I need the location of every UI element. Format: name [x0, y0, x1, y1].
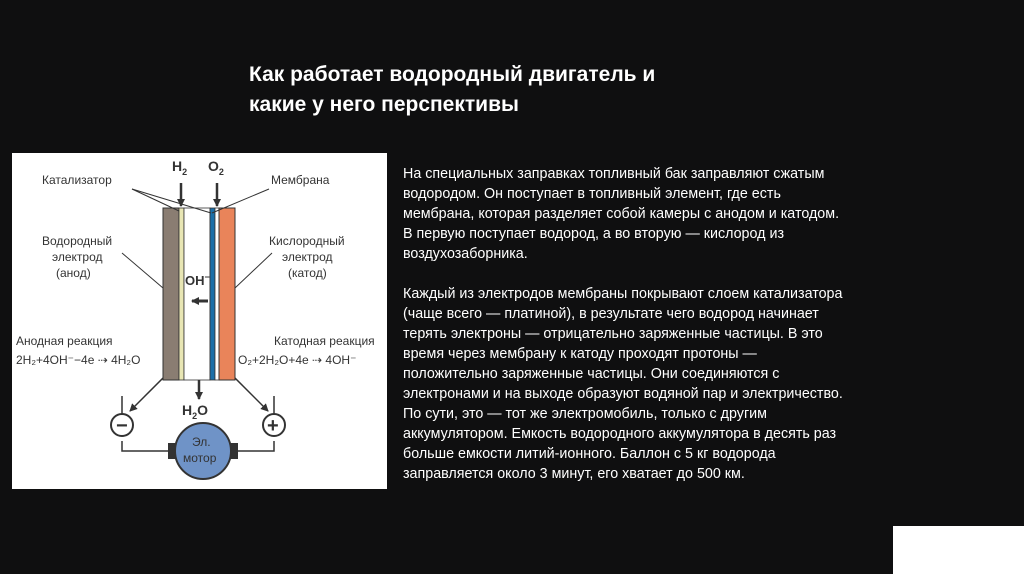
- p2-line-5: положительно заряженные частицы. Они соединяются с: [403, 366, 780, 382]
- cathode-catalyst: [215, 208, 219, 380]
- page-title: [249, 60, 849, 120]
- p2-line-9: больше емкости литий-ионного. Баллон с 5 кг водорода: [403, 446, 776, 462]
- svg-text:−: −: [116, 415, 128, 437]
- svg-text:Эл.: Эл.: [192, 435, 211, 449]
- o2-label: $O_2$: [208, 158, 224, 177]
- anode-reaction-title: Анодная реакция: [16, 334, 113, 348]
- h2o-label: $H_2O$: [182, 402, 209, 421]
- anode-reaction: 2H₂+4OH⁻−4e ⇢ 4H₂O: [16, 353, 141, 367]
- cathode-reaction-title: Катодная реакция: [274, 334, 375, 348]
- p2-line-3: терять электроны — отрицательно заряженные частицы. В это: [403, 326, 823, 342]
- p2-line-2: (чаще всего — платиной), в результате чего водород начинает: [403, 306, 819, 322]
- svg-text:мотор: мотор: [183, 451, 217, 465]
- wire-bottom: [122, 441, 172, 451]
- p1-line-2: водородом. Он поступает в топливный элемент, где есть: [403, 186, 781, 202]
- oh-ion-label: OH−: [185, 272, 210, 288]
- wire-bottom-right: [234, 441, 274, 451]
- title-line-1: Как работает водородный двигатель и: [249, 63, 656, 86]
- p1-line-1: На специальных заправках топливный бак заправляют сжатым: [403, 166, 825, 182]
- wire-cathode: [234, 377, 268, 411]
- wire-anode: [130, 377, 164, 411]
- p1-line-5: воздухозаборника.: [403, 246, 528, 262]
- oxygen-electrode-label: Кислородный электрод (катод): [269, 234, 345, 280]
- paragraph-1: [403, 164, 1003, 264]
- membrane: [184, 208, 210, 380]
- h2-label: $H_2$: [172, 158, 188, 177]
- corner-white-box: [893, 526, 1024, 574]
- membrane-label: Мембрана: [271, 173, 330, 187]
- p2-line-10: заправляется около 3 минут, его хватает до 500 км.: [403, 466, 745, 482]
- catalyst-label: Катализатор: [42, 173, 112, 187]
- p2-line-1: Каждый из электродов мембраны покрывают слоем катализатора: [403, 286, 843, 302]
- p2-line-4: время через мембрану к катоду проходят протоны —: [403, 346, 757, 362]
- p2-line-8: аккумулятором. Емкость водородного аккумулятора в десять раз: [403, 426, 837, 442]
- hydrogen-electrode-label: Водородный электрод (анод): [42, 234, 113, 280]
- membrane-blue-layer: [210, 208, 215, 380]
- cathode-plate: [219, 208, 235, 380]
- p2-line-6: электронами и на выходе образуют водяной пар и электричество.: [403, 386, 843, 402]
- anode-catalyst: [179, 208, 184, 380]
- cathode-reaction: O₂+2H₂O+4e ⇢ 4OH⁻: [238, 353, 357, 367]
- fuel-cell-diagram: [12, 153, 387, 489]
- description-text: [403, 164, 1003, 504]
- anode-plate: [163, 208, 179, 380]
- svg-text:+: +: [267, 415, 279, 437]
- paragraph-2: [403, 284, 1003, 484]
- title-line-2: какие у него перспективы: [249, 93, 519, 116]
- p1-line-3: мембрана, которая разделяет собой камеры с анодом и катодом.: [403, 206, 840, 222]
- p2-line-7: По сути, это — тот же электромобиль, только с другим: [403, 406, 767, 422]
- p1-line-4: В первую поступает водород, а во вторую — кислород из: [403, 226, 784, 242]
